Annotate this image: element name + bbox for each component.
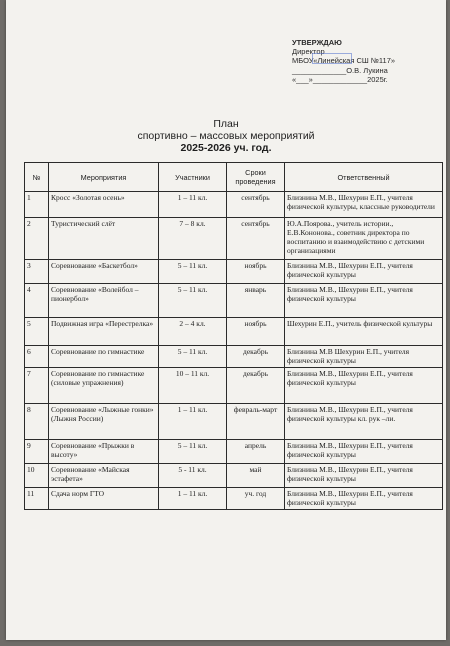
row-num: 10 bbox=[25, 464, 49, 488]
row-responsible: Близнина М.В., Шехурин Е.П., учителя физической культуры bbox=[285, 368, 443, 404]
row-event: Сдача норм ГТО bbox=[49, 488, 159, 510]
header-event: Мероприятия bbox=[49, 163, 159, 192]
row-participants: 5 – 11 кл. bbox=[159, 346, 227, 368]
row-date: февраль-март bbox=[227, 404, 285, 440]
row-event: Соревнование «Лыжные гонки» (Лыжня России) bbox=[49, 404, 159, 440]
row-responsible: Близнина М.В., Шехурин Е.П., учителя физической культуры bbox=[285, 260, 443, 284]
row-responsible: Близнина М.В., Шехурин Е.П., учителя физической культуры bbox=[285, 284, 443, 318]
approval-date-line: «___»_____________2025г. bbox=[292, 74, 388, 84]
row-date: январь bbox=[227, 284, 285, 318]
row-event: Соревнование по гимнастике bbox=[49, 346, 159, 368]
row-participants: 1 – 11 кл. bbox=[159, 404, 227, 440]
row-date: декабрь bbox=[227, 368, 285, 404]
row-participants: 2 – 4 кл. bbox=[159, 318, 227, 346]
row-event: Соревнование «Волейбол – пионербол» bbox=[49, 284, 159, 318]
row-date: ноябрь bbox=[227, 318, 285, 346]
table-row bbox=[25, 488, 443, 510]
row-num: 5 bbox=[25, 318, 49, 346]
row-date: декабрь bbox=[227, 346, 285, 368]
table-row bbox=[25, 192, 443, 218]
row-responsible: Близнина М.В Шехурин Е.П., учителя физической культуры bbox=[285, 346, 443, 368]
row-responsible: Ю.А.Поярова., учитель истории., Е.В.Кононова., советник директора по воспитанию и взаимодействию с детскими организациями bbox=[285, 218, 443, 260]
title-year: 2025-2026 уч. год. bbox=[180, 142, 272, 154]
table-row bbox=[25, 284, 443, 318]
row-participants: 7 – 8 кл. bbox=[159, 218, 227, 260]
row-event: Кросс «Золотая осень» bbox=[49, 192, 159, 218]
header-participants: Участники bbox=[159, 163, 227, 192]
row-date: май bbox=[227, 464, 285, 488]
row-participants: 1 – 11 кл. bbox=[159, 488, 227, 510]
row-participants: 1 – 11 кл. bbox=[159, 192, 227, 218]
table-row bbox=[25, 368, 443, 404]
row-responsible: Шехурин Е.П., учитель физической культуры bbox=[285, 318, 443, 346]
approval-signature-line: _____________О.В. Лукина bbox=[292, 65, 388, 75]
row-responsible: Близнина М.В., Шехурин Е.П., учителя физической культуры bbox=[285, 440, 443, 464]
row-participants: 10 – 11 кл. bbox=[159, 368, 227, 404]
row-participants: 5 – 11 кл. bbox=[159, 440, 227, 464]
row-num: 1 bbox=[25, 192, 49, 218]
table-row bbox=[25, 318, 443, 346]
title-subject: спортивно – массовых мероприятий bbox=[137, 130, 315, 142]
row-num: 8 bbox=[25, 404, 49, 440]
row-num: 6 bbox=[25, 346, 49, 368]
row-date: апрель bbox=[227, 440, 285, 464]
row-responsible: Близнина М.В., Шехурин Е.П., учителя физической культуры кл. рук –ли. bbox=[285, 404, 443, 440]
table-row bbox=[25, 346, 443, 368]
events-table bbox=[24, 162, 443, 510]
table-row bbox=[25, 440, 443, 464]
approval-organization: МБОУ«Линейская СШ №117» bbox=[292, 56, 396, 66]
table-header-row bbox=[25, 163, 443, 192]
row-date: ноябрь bbox=[227, 260, 285, 284]
row-num: 11 bbox=[25, 488, 49, 510]
table-row bbox=[25, 464, 443, 488]
table-row bbox=[25, 404, 443, 440]
row-participants: 5 - 11 кл. bbox=[159, 464, 227, 488]
row-responsible: Близнина М.В., Шехурин Е.П., учителя физической культуры bbox=[285, 488, 443, 510]
row-responsible: Близнина М.В., Шехурин Е.П., учителя физической культуры bbox=[285, 464, 443, 488]
row-num: 7 bbox=[25, 368, 49, 404]
document-page bbox=[6, 0, 446, 640]
row-event: Туристический слёт bbox=[49, 218, 159, 260]
approval-position: Директор bbox=[292, 47, 325, 57]
row-event: Соревнование «Баскетбол» bbox=[49, 260, 159, 284]
row-num: 9 bbox=[25, 440, 49, 464]
row-responsible: Близнина М.В., Шехурин Е.П., учителя физической культуры, классные руководители bbox=[285, 192, 443, 218]
title-plan: План bbox=[213, 118, 239, 130]
row-num: 3 bbox=[25, 260, 49, 284]
row-event: Соревнование «Майская эстафета» bbox=[49, 464, 159, 488]
row-event: Соревнование по гимнастике (силовые упражнения) bbox=[49, 368, 159, 404]
row-num: 4 bbox=[25, 284, 49, 318]
document-title bbox=[6, 118, 446, 154]
row-participants: 5 – 11 кл. bbox=[159, 284, 227, 318]
row-participants: 5 – 11 кл. bbox=[159, 260, 227, 284]
table-row bbox=[25, 218, 443, 260]
approval-heading: УТВЕРЖДАЮ bbox=[292, 38, 342, 47]
row-num: 2 bbox=[25, 218, 49, 260]
table-row bbox=[25, 260, 443, 284]
header-date: Сроки проведения bbox=[227, 163, 285, 192]
stamp-mark bbox=[312, 53, 352, 64]
row-event: Подвижная игра «Перестрелка» bbox=[49, 318, 159, 346]
row-event: Соревнование «Прыжки в высоту» bbox=[49, 440, 159, 464]
row-date: сентябрь bbox=[227, 218, 285, 260]
header-num: № bbox=[25, 163, 49, 192]
row-date: уч. год bbox=[227, 488, 285, 510]
header-responsible: Ответственный bbox=[285, 163, 443, 192]
row-date: сентябрь bbox=[227, 192, 285, 218]
